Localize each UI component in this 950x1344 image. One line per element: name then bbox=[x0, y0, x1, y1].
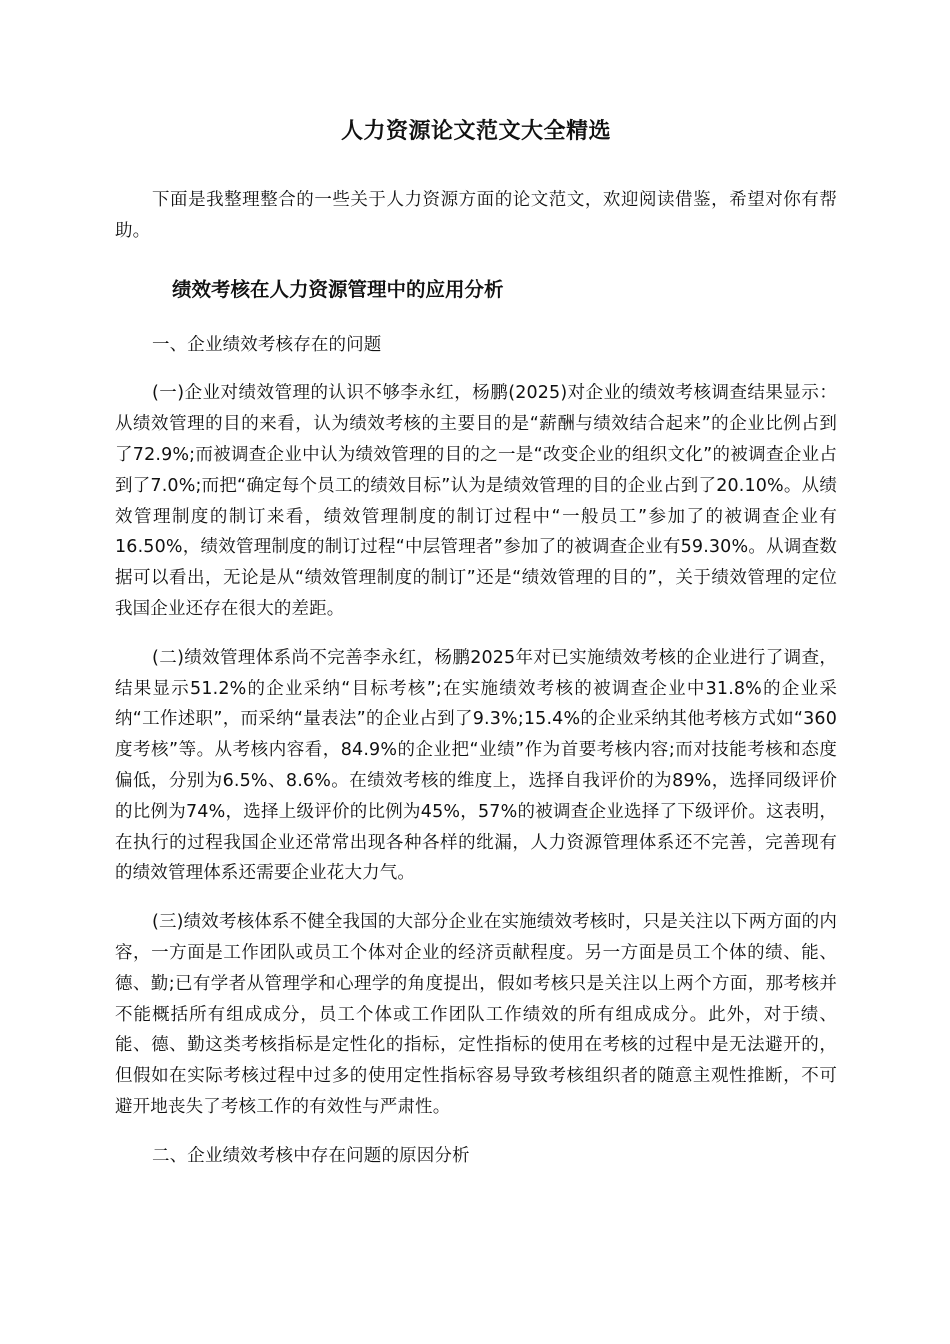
intro-paragraph: 下面是我整理整合的一些关于人力资源方面的论文范文，欢迎阅读借鉴，希望对你有帮助。 bbox=[115, 190, 837, 241]
section-heading-2: 二、企业绩效考核中存在问题的原因分析 bbox=[152, 1145, 470, 1166]
body-paragraph-1: (一)企业对绩效管理的认识不够李永红，杨鹏(2025)对企业的绩效考核调查结果显示：从绩效管理的目的来看，认为绩效考核的主要目的是“薪酬与绩效结合起来”的企业比例占到了72.9%;而被调查企业中认为绩效管理的目的之一是“改变企业的组织文化”的被调查企业占到了7.0%;而把“确定每个员工的绩效目标”认为是绩效管理的目的企业占到了20.10%。从绩效管理制度的制订来看，绩效管理制度的制订过程中“一般员工”参加了的被调查企业有16.50%，绩效管理制度的制订过程“中层管理者”参加了的被调查企业有59.30%。从调查数据可以看出，无论是从“绩效管理制度的制订”还是“绩效管理的目的”，关于绩效管理的定位我国企业还存在很大的差距。 bbox=[115, 383, 837, 619]
body-paragraph-2: (二)绩效管理体系尚不完善李永红，杨鹏2025年对已实施绩效考核的企业进行了调查，结果显示51.2%的企业采纳“目标考核”;在实施绩效考核的被调查企业中31.8%的企业采纳“工作述职”，而采纳“量表法”的企业占到了9.3%;15.4%的企业采纳其他考核方式如“360度考核”等。从考核内容看，84.9%的企业把“业绩”作为首要考核内容;而对技能考核和态度偏低，分别为6.5%、8.6%。在绩效考核的维度上，选择自我评价的为89%，选择同级评价的比例为74%，选择上级评价的比例为45%，57%的被调查企业选择了下级评价。这表明，在执行的过程我国企业还常常出现各种各样的纰漏，人力资源管理体系还不完善，完善现有的绩效管理体系还需要企业花大力气。 bbox=[115, 647, 837, 884]
document-content bbox=[115, 110, 837, 1172]
body-paragraph-3: (三)绩效考核体系不健全我国的大部分企业在实施绩效考核时，只是关注以下两方面的内容，一方面是工作团队或员工个体对企业的经济贡献程度。另一方面是员工个体的绩、能、德、勤;已有学者从管理学和心理学的角度提出，假如考核只是关注以上两个方面，那考核并不能概括所有组成成分，员工个体或工作团队工作绩效的所有组成成分。此外，对于绩、能、德、勤这类考核指标是定性化的指标，定性指标的使用在考核的过程中是无法避开的，但假如在实际考核过程中过多的使用定性指标容易导致考核组织者的随意主观性推断，不可避开地丧失了考核工作的有效性与严肃性。 bbox=[115, 912, 837, 1117]
section-heading-1: 一、企业绩效考核存在的问题 bbox=[152, 334, 382, 355]
document-title: 人力资源论文范文大全精选 bbox=[340, 119, 611, 144]
article-title: 绩效考核在人力资源管理中的应用分析 bbox=[172, 277, 504, 301]
